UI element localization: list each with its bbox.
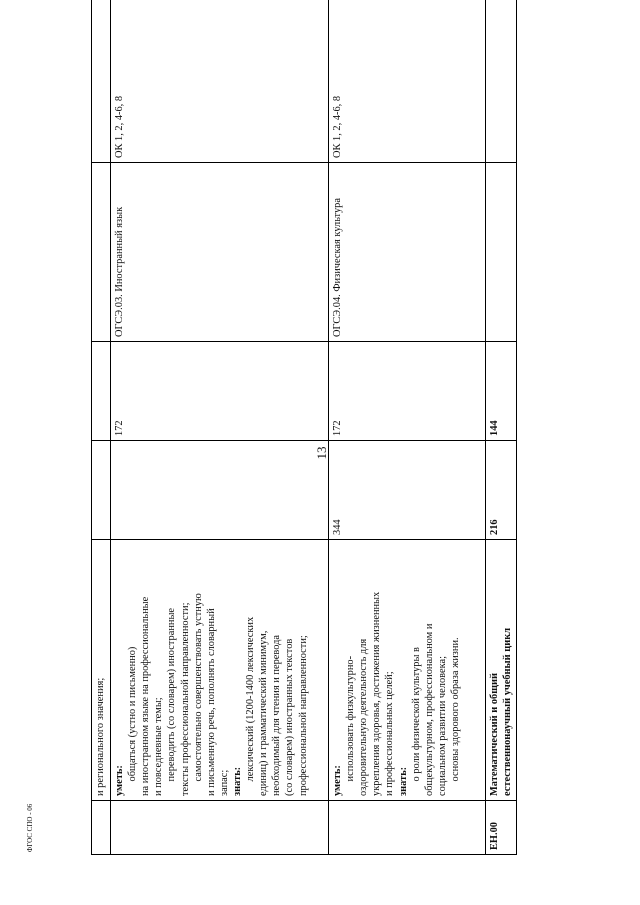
- content-heading: знать:: [397, 766, 409, 796]
- content-line: общекультурном, профессиональном и: [423, 623, 435, 796]
- content-line: использовать физкультурно-: [345, 655, 357, 782]
- hours-cell: 144: [486, 342, 517, 441]
- content-line: естественнонаучный учебный цикл: [502, 627, 514, 796]
- code-cell: [111, 801, 329, 855]
- competencies-cell: ОК 1, 2, 4-6, 8: [111, 0, 329, 163]
- table-row: [111, 0, 329, 855]
- discipline-cell: [486, 163, 517, 342]
- table-row: [486, 0, 517, 855]
- content-heading: уметь:: [114, 765, 125, 796]
- content-line: социальном развитии человека;: [436, 656, 448, 796]
- content-line: основы здорового образа жизни.: [449, 637, 461, 782]
- max-hours-cell: [92, 441, 111, 540]
- table-row: [329, 0, 486, 855]
- content-line: и профессиональных целей;: [384, 671, 396, 796]
- content-line: оздоровительную деятельность для: [358, 638, 370, 796]
- content-cell: [111, 540, 329, 801]
- content-cell: [92, 540, 111, 801]
- competencies-cell: [486, 0, 517, 163]
- hours-cell: 172: [329, 342, 486, 441]
- content-line: Математический и общий: [489, 673, 500, 796]
- curriculum-table: [91, 0, 517, 855]
- code-cell: [92, 801, 111, 855]
- content-line: самостоятельно совершенствовать устную: [192, 593, 204, 782]
- content-line: (со словарем) иностранных текстов: [284, 638, 296, 796]
- content-heading: знать:: [231, 766, 243, 796]
- content-line: профессиональной направленности;: [297, 635, 309, 796]
- content-line: запас;: [218, 769, 230, 796]
- content-line: необходимый для чтения и перевода: [271, 634, 283, 796]
- code-cell: [329, 801, 486, 855]
- hours-cell: 172: [111, 342, 329, 441]
- discipline-cell: [92, 163, 111, 342]
- content-line: и письменную речь, пополнять словарный: [205, 608, 217, 796]
- discipline-cell: ОГСЭ.04. Физическая культура: [329, 163, 486, 342]
- max-hours-cell: 344: [329, 441, 486, 540]
- content-line: тексты профессиональной направленности;: [179, 602, 191, 796]
- footer-code: ФГОС СПО - 06: [26, 803, 34, 853]
- content-line: переводить (со словарем) иностранные: [166, 607, 178, 782]
- content-cell: [486, 540, 517, 801]
- competencies-cell: ОК 1, 2, 4-6, 8: [329, 0, 486, 163]
- hours-cell: [92, 342, 111, 441]
- content-line: укрепления здоровья, достижения жизненных: [371, 591, 383, 796]
- page-number: 13: [314, 446, 329, 460]
- content-line: единиц) и грамматический минимум,: [258, 630, 270, 796]
- content-heading: уметь:: [332, 765, 343, 796]
- max-hours-cell: [111, 441, 329, 540]
- max-hours-cell: 216: [486, 441, 517, 540]
- code-cell: ЕН.00: [486, 801, 517, 855]
- competencies-cell: [92, 0, 111, 163]
- rotated-page: [91, 45, 515, 855]
- discipline-cell: ОГСЭ.03. Иностранный язык: [111, 163, 329, 342]
- content-cell: [329, 540, 486, 801]
- table-row: [92, 0, 111, 855]
- content-line: на иностранном языке на профессиональные: [140, 596, 152, 796]
- content-line: общаться (устно и письменно): [127, 646, 139, 782]
- content-line: о роли физической культуры в: [410, 647, 422, 782]
- content-line: лексический (1200-1400 лексических: [245, 616, 257, 782]
- content-line: и регионального значения;: [95, 677, 106, 796]
- content-line: и повседневные темы;: [153, 697, 165, 796]
